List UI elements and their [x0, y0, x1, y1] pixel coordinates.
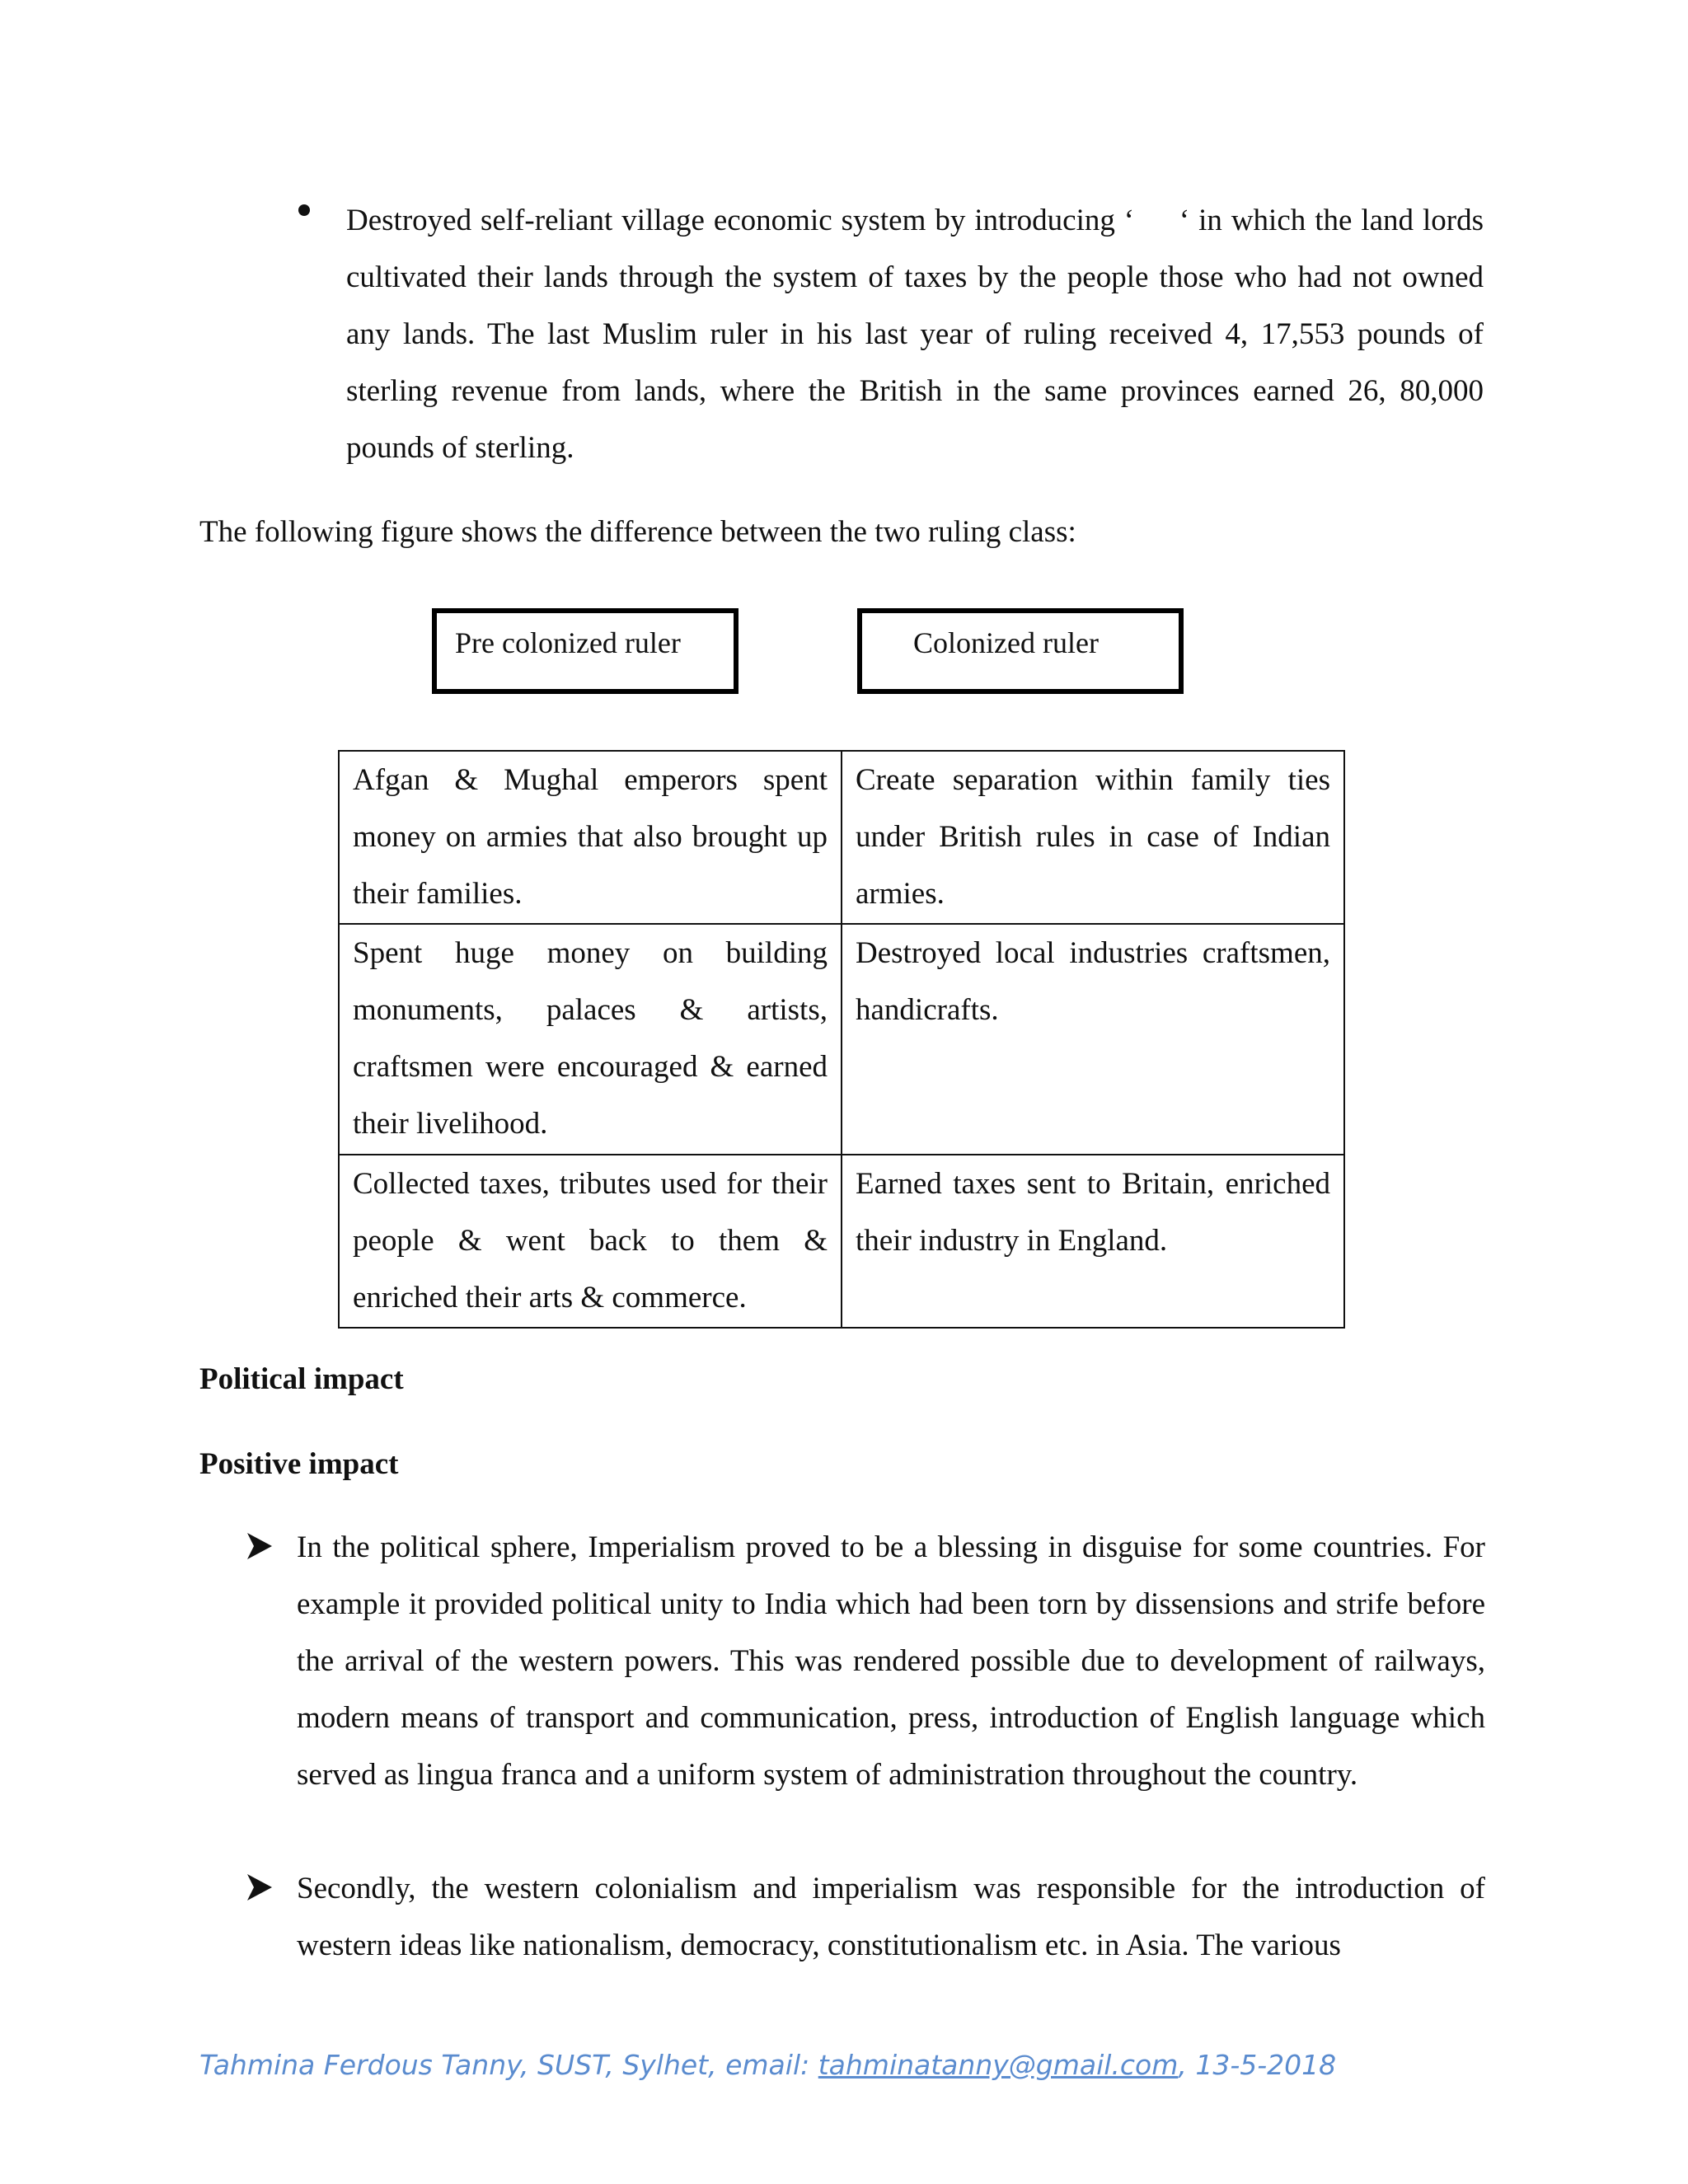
- bullet-paragraph: Destroyed self-reliant village economic system by introducing ‘ ‘ in which the land lords cultivated their lands through the system of taxes by the people those who had not owned any lands. The last Muslim ruler in his last year of ruling received 4, 17,553 pounds of sterling revenue from lands, where the British in the same provinces earned 26, 80,000 pounds of sterling.: [346, 204, 1484, 465]
- footer-author: Tahmina Ferdous Tanny, SUST, Sylhet, email:: [199, 2049, 818, 2081]
- footer-date: , 13-5-2018: [1178, 2049, 1337, 2081]
- figure-intro-text: The following figure shows the difference between the two ruling class:: [199, 515, 1076, 549]
- colonized-cell: Create separation within family ties under British rules in case of Indian armies.: [842, 751, 1344, 924]
- table-row: [339, 1155, 1344, 1328]
- positive-point-1: In the political sphere, Imperialism proved to be a blessing in disguise for some countries. For example it provided political unity to India which had been torn by dissensions and strife before the arrival of the western powers. This was rendered possible due to development of railways, modern means of transport and communication, press, introduction of English language which served as lingua franca and a uniform system of administration throughout the country.: [297, 1530, 1485, 1792]
- bullet-icon: [298, 204, 310, 216]
- political-impact-heading: Political impact: [199, 1362, 404, 1396]
- arrow-bullet-icon: [246, 1872, 274, 1902]
- positive-impact-heading: Positive impact: [199, 1447, 399, 1481]
- page-footer: [199, 2044, 1336, 2087]
- table-row: [339, 924, 1344, 1155]
- colonized-ruler-label: Colonized ruler: [913, 626, 1099, 659]
- pre-colonized-cell: Afgan & Mughal emperors spent money on armies that also brought up their families.: [339, 751, 842, 924]
- colonized-ruler-box: [857, 608, 1184, 694]
- colonized-cell: Earned taxes sent to Britain, enriched their industry in England.: [842, 1155, 1344, 1328]
- pre-colonized-ruler-box: [432, 608, 738, 694]
- arrow-bullet-icon: [246, 1531, 274, 1561]
- table-row: [339, 751, 1344, 924]
- footer-email-link[interactable]: tahminatanny@gmail.com: [818, 2049, 1179, 2081]
- colonized-cell: Destroyed local industries craftsmen, handicrafts.: [842, 924, 1344, 1155]
- comparison-table: [338, 750, 1345, 1329]
- pre-colonized-ruler-label: Pre colonized ruler: [455, 626, 681, 659]
- positive-point-2: Secondly, the western colonialism and imperialism was responsible for the introduction of western ideas like nationalism, democracy, constitutionalism etc. in Asia. The various: [297, 1872, 1485, 1962]
- pre-colonized-cell: Collected taxes, tributes used for their people & went back to them & enriched their arts & commerce.: [339, 1155, 842, 1328]
- pre-colonized-cell: Spent huge money on building monuments, palaces & artists, craftsmen were encouraged & earned their livelihood.: [339, 924, 842, 1155]
